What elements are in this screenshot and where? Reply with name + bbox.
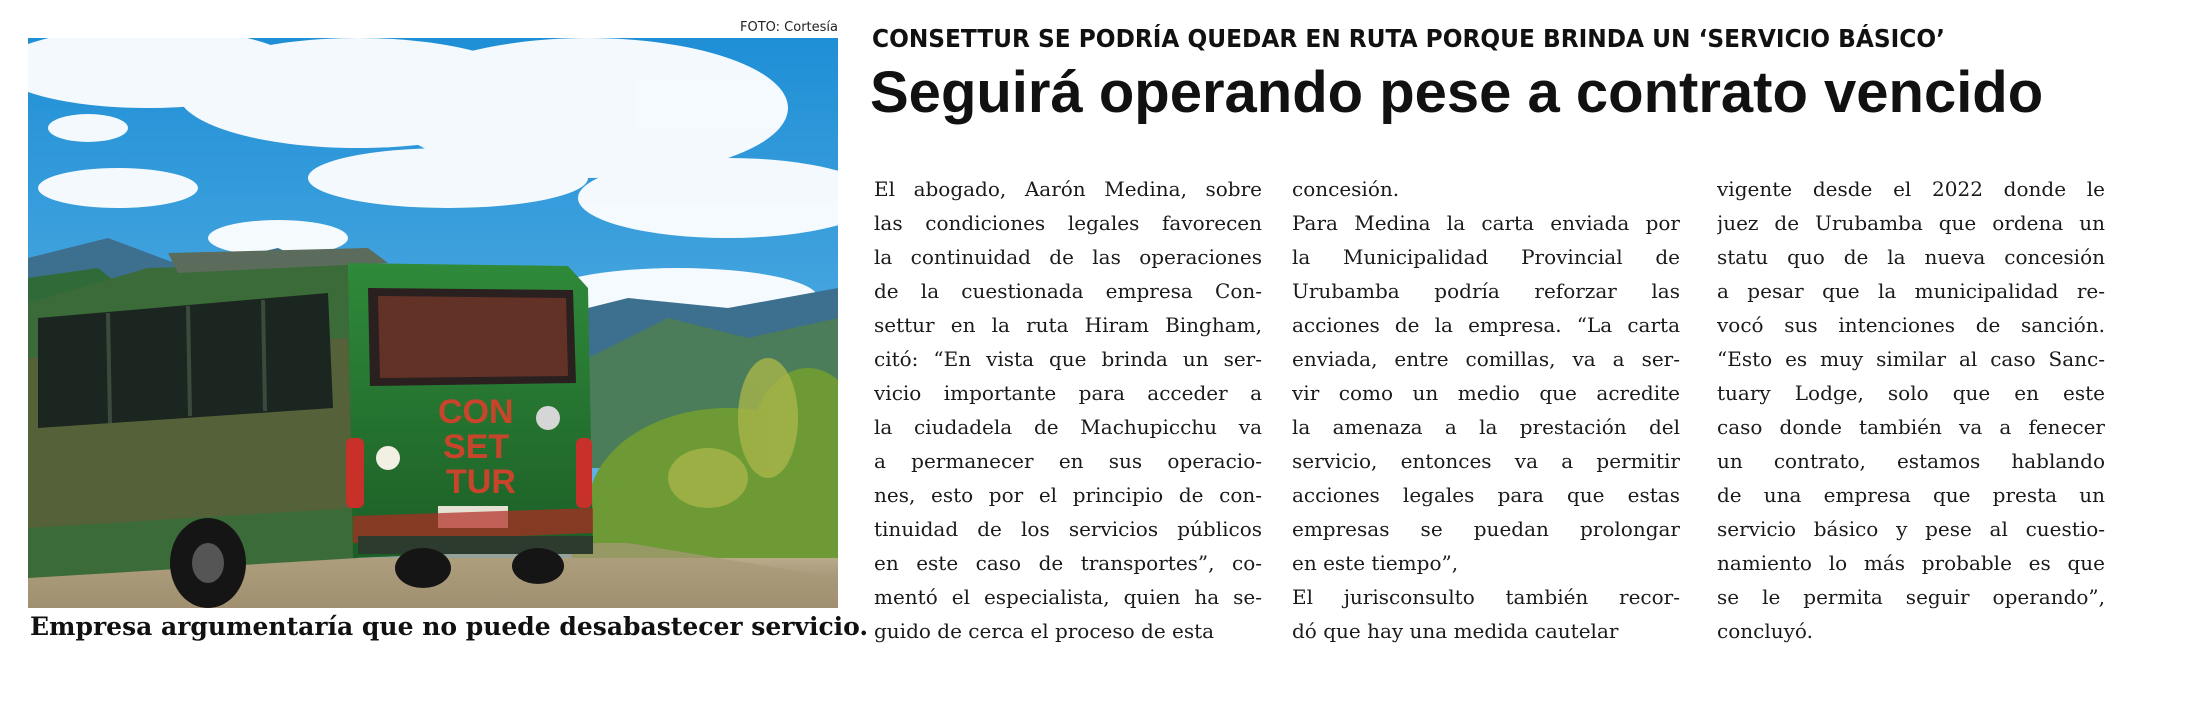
article-text-line: vir como un medio que acredite	[1292, 381, 1680, 405]
article-text-line: en este caso de transportes”, co-	[874, 551, 1262, 575]
article-text-line: servicio, entonces va a permitir	[1292, 449, 1680, 473]
article-text-line: de la cuestionada empresa Con-	[874, 279, 1262, 303]
article-text-line: tinuidad de los servicios públicos	[874, 517, 1262, 541]
article-text-line: Para Medina la carta enviada por	[1292, 211, 1680, 235]
photo-credit: FOTO: Cortesía	[740, 20, 838, 35]
article-text-line: un contrato, estamos hablando	[1717, 449, 2105, 473]
article-text-line: acciones legales para que estas	[1292, 483, 1680, 507]
article-text-line: nes, esto por el principio de con-	[874, 483, 1262, 507]
article-text-line: juez de Urubamba que ordena un	[1717, 211, 2105, 235]
article-text-line: settur en la ruta Hiram Bingham,	[874, 313, 1262, 337]
article-text-line: a pesar que la municipalidad re-	[1717, 279, 2105, 303]
article-text-line: dó que hay una medida cautelar	[1292, 619, 1619, 643]
article-kicker: CONSETTUR SE PODRÍA QUEDAR EN RUTA PORQUE BRINDA UN ‘SERVICIO BÁSICO’	[872, 24, 1945, 53]
article-text-line: la ciudadela de Machupicchu va	[874, 415, 1262, 439]
article-text-line: concluyó.	[1717, 619, 1813, 643]
article-text-line: “Esto es muy similar al caso Sanc-	[1717, 347, 2105, 371]
article-text-line: statu quo de la nueva concesión	[1717, 245, 2105, 269]
article-text-line: acciones de la empresa. “La carta	[1292, 313, 1680, 337]
article-text-line: se le permita seguir operando”,	[1717, 585, 2105, 609]
article-text-line: las condiciones legales favorecen	[874, 211, 1262, 235]
bus-photo	[28, 38, 838, 608]
article-body	[874, 172, 2106, 652]
article-text-line: vigente desde el 2022 donde le	[1717, 177, 2105, 201]
article-text-line: a permanecer en sus operacio-	[874, 449, 1262, 473]
article-text-line: concesión.	[1292, 177, 1400, 201]
article-column-3	[1717, 172, 2105, 648]
article-text-line: tuary Lodge, solo que en este	[1717, 381, 2105, 405]
article-text-line: servicio básico y pese al cuestio-	[1717, 517, 2105, 541]
article-headline: Seguirá operando pese a contrato vencido	[870, 60, 2044, 125]
bus-logo-line-2: SET	[443, 428, 510, 466]
article-text-line: citó: “En vista que brinda un ser-	[874, 347, 1262, 371]
article-text-line: vocó sus intenciones de sanción.	[1717, 313, 2105, 337]
article-column-1	[874, 172, 1262, 648]
bus-logo-line-3: TUR	[446, 463, 516, 501]
article-text-line: Urubamba podría reforzar las	[1292, 279, 1680, 303]
article-text-line: namiento lo más probable es que	[1717, 551, 2105, 575]
article-text-line: la amenaza a la prestación del	[1292, 415, 1680, 439]
article-text-line: guido de cerca el proceso de esta	[874, 619, 1215, 643]
article-text-line: vicio importante para acceder a	[874, 381, 1262, 405]
article-text-line: la continuidad de las operaciones	[874, 245, 1262, 269]
article-text-line: caso donde también va a fenecer	[1717, 415, 2105, 439]
bus-logo-line-1: CON	[438, 393, 514, 431]
article-column-2	[1292, 172, 1680, 648]
article-text-line: en este tiempo”,	[1292, 551, 1459, 575]
article-text-line: El jurisconsulto también recor-	[1292, 585, 1680, 609]
photo-caption: Empresa argumentaría que no puede desabastecer servicio.	[30, 612, 869, 641]
article-text-line: enviada, entre comillas, va a ser-	[1292, 347, 1680, 371]
article-text-line: empresas se puedan prolongar	[1292, 517, 1680, 541]
article-text-line: de una empresa que presta un	[1717, 483, 2105, 507]
article-text-line: mentó el especialista, quien ha se-	[874, 585, 1262, 609]
article-text-line: la Municipalidad Provincial de	[1292, 245, 1680, 269]
article-text-line: El abogado, Aarón Medina, sobre	[874, 177, 1262, 201]
